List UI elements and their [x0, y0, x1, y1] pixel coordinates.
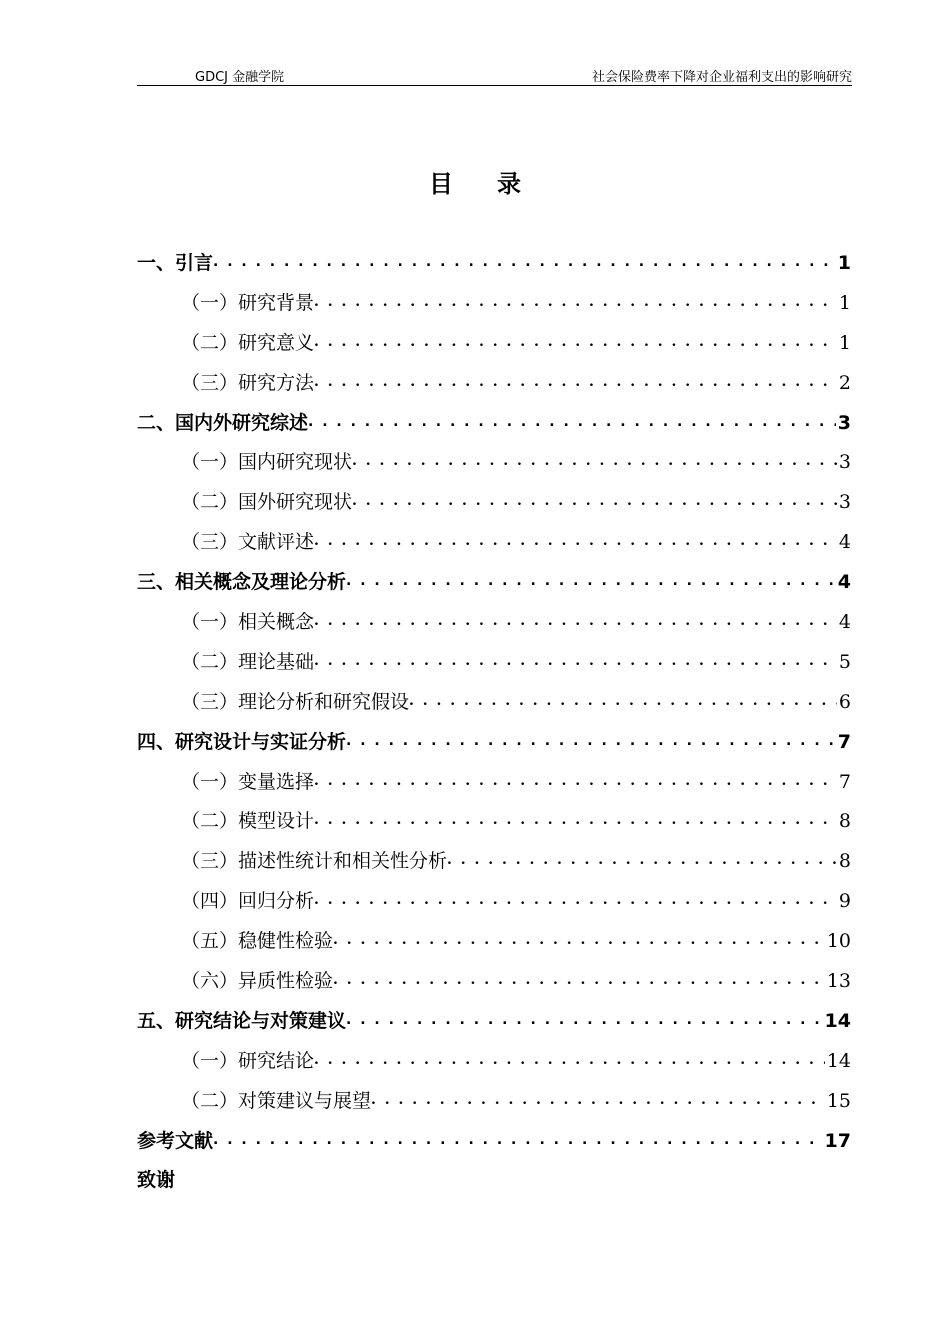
toc-entry-label: 致谢: [137, 1169, 176, 1192]
toc-page-number: 4: [838, 611, 851, 634]
toc-subsection-entry[interactable]: [137, 802, 851, 842]
toc-entry-label: （一）变量选择: [181, 770, 315, 793]
toc-page-number: 4: [838, 531, 851, 554]
toc-entry-label: （一）研究结论: [181, 1049, 315, 1072]
toc-page-number: 1: [838, 331, 851, 354]
header-institution: GDCJ 金融学院: [195, 70, 285, 85]
toc-dot-leader: [371, 1081, 825, 1121]
toc-entry-label: （二）模型设计: [181, 810, 315, 833]
toc-title: 目录: [429, 170, 565, 198]
toc-dot-leader: [314, 1041, 825, 1081]
toc-section-entry[interactable]: [137, 723, 851, 763]
toc-subsection-entry[interactable]: [137, 882, 851, 922]
toc-page-number: 14: [826, 1049, 851, 1072]
toc-subsection-entry[interactable]: [137, 1082, 851, 1122]
toc-entry-label: （六）异质性检验: [181, 970, 334, 993]
toc-entry-label: （四）回归分析: [181, 890, 315, 913]
toc-dot-leader: [314, 602, 837, 642]
toc-entry-label: （一）研究背景: [181, 291, 315, 314]
toc-entry-label: （三）描述性统计和相关性分析: [181, 850, 448, 873]
toc-page-number: 6: [838, 690, 851, 713]
toc-subsection-entry[interactable]: [137, 683, 851, 723]
toc-entry-label: （三）研究方法: [181, 371, 315, 394]
toc-subsection-entry[interactable]: [137, 643, 851, 683]
toc-entry-label: 二、国内外研究综述: [137, 411, 309, 434]
toc-page-number: 3: [837, 411, 851, 434]
toc-dot-leader: [314, 801, 837, 841]
toc-page-number: 8: [838, 810, 851, 833]
toc-page-number: 1: [838, 291, 851, 314]
toc-entry-label: （三）文献评述: [181, 531, 315, 554]
toc-dot-leader: [213, 243, 836, 283]
toc-dot-leader: [213, 1121, 823, 1161]
toc-section-entry[interactable]: [137, 1122, 851, 1162]
toc-page-number: 4: [837, 571, 851, 594]
toc-page-number: 3: [838, 491, 851, 514]
toc-dot-leader: [346, 1001, 823, 1041]
toc-dot-leader: [314, 762, 837, 802]
toc-page-number: 10: [826, 930, 851, 953]
toc-page-number: 2: [838, 371, 851, 394]
toc-subsection-entry[interactable]: [137, 483, 851, 523]
toc-page-number: 7: [838, 770, 851, 793]
header-rule: [137, 85, 852, 86]
toc-entry-label: （三）理论分析和研究假设: [181, 690, 410, 713]
toc-page-number: 8: [838, 850, 851, 873]
toc-dot-leader: [314, 881, 837, 921]
toc-section-entry[interactable]: [137, 244, 851, 284]
toc-dot-leader: [314, 283, 837, 323]
toc-subsection-entry[interactable]: [137, 443, 851, 483]
toc-section-entry[interactable]: [137, 1002, 851, 1042]
toc-section-entry[interactable]: [137, 563, 851, 603]
toc-dot-leader: [333, 961, 825, 1001]
toc-entry-label: （二）国外研究现状: [181, 491, 353, 514]
toc-entry-label: （二）研究意义: [181, 331, 315, 354]
toc-dot-leader: [333, 921, 825, 961]
toc-dot-leader: [314, 642, 837, 682]
toc-dot-leader: [447, 841, 837, 881]
toc-page-number: 14: [824, 1009, 851, 1032]
toc-entry-label: 一、引言: [137, 252, 214, 274]
toc-dot-leader: [314, 363, 837, 403]
toc-dot-leader: [314, 522, 837, 562]
toc-subsection-entry[interactable]: [137, 922, 851, 962]
toc-entry-label: （二）对策建议与展望: [181, 1089, 372, 1112]
toc-dot-leader: [346, 562, 836, 602]
toc-page-number: 17: [824, 1129, 851, 1152]
toc-entry-label: 五、研究结论与对策建议: [137, 1009, 347, 1032]
toc-page-number: 1: [837, 252, 851, 274]
toc-page-number: 5: [838, 650, 851, 673]
toc-dot-leader: [352, 482, 837, 522]
toc-subsection-entry[interactable]: [137, 1042, 851, 1082]
toc-entry-label: （一）国内研究现状: [181, 451, 353, 474]
toc-subsection-entry[interactable]: [137, 364, 851, 404]
toc-entry-label: （一）相关概念: [181, 611, 315, 634]
page-header: [137, 64, 852, 88]
toc-subsection-entry[interactable]: [137, 324, 851, 364]
toc-entry-label: 参考文献: [137, 1129, 214, 1152]
toc-entry-label: 四、研究设计与实证分析: [137, 730, 347, 753]
toc-page-number: 3: [838, 451, 851, 474]
toc-page-number: 9: [838, 890, 851, 913]
toc-entry-label: （五）稳健性检验: [181, 930, 334, 953]
toc-subsection-entry[interactable]: [137, 842, 851, 882]
toc-section-entry[interactable]: [137, 1161, 851, 1201]
toc-subsection-entry[interactable]: [137, 603, 851, 643]
toc-entry-label: 三、相关概念及理论分析: [137, 571, 347, 594]
toc-dot-leader: [314, 323, 837, 363]
toc-subsection-entry[interactable]: [137, 284, 851, 324]
table-of-contents: [137, 244, 851, 1201]
toc-dot-leader: [352, 442, 837, 482]
toc-page-number: 7: [837, 730, 851, 753]
toc-page-number: 13: [826, 970, 851, 993]
toc-entry-label: （二）理论基础: [181, 650, 315, 673]
toc-page-number: 15: [826, 1089, 851, 1112]
toc-dot-leader: [409, 682, 837, 722]
header-thesis-title: 社会保险费率下降对企业福利支出的影响研究: [591, 70, 852, 85]
toc-subsection-entry[interactable]: [137, 763, 851, 803]
toc-section-entry[interactable]: [137, 404, 851, 444]
toc-dot-leader: [346, 722, 836, 762]
toc-dot-leader: [308, 403, 836, 443]
toc-subsection-entry[interactable]: [137, 962, 851, 1002]
toc-subsection-entry[interactable]: [137, 523, 851, 563]
